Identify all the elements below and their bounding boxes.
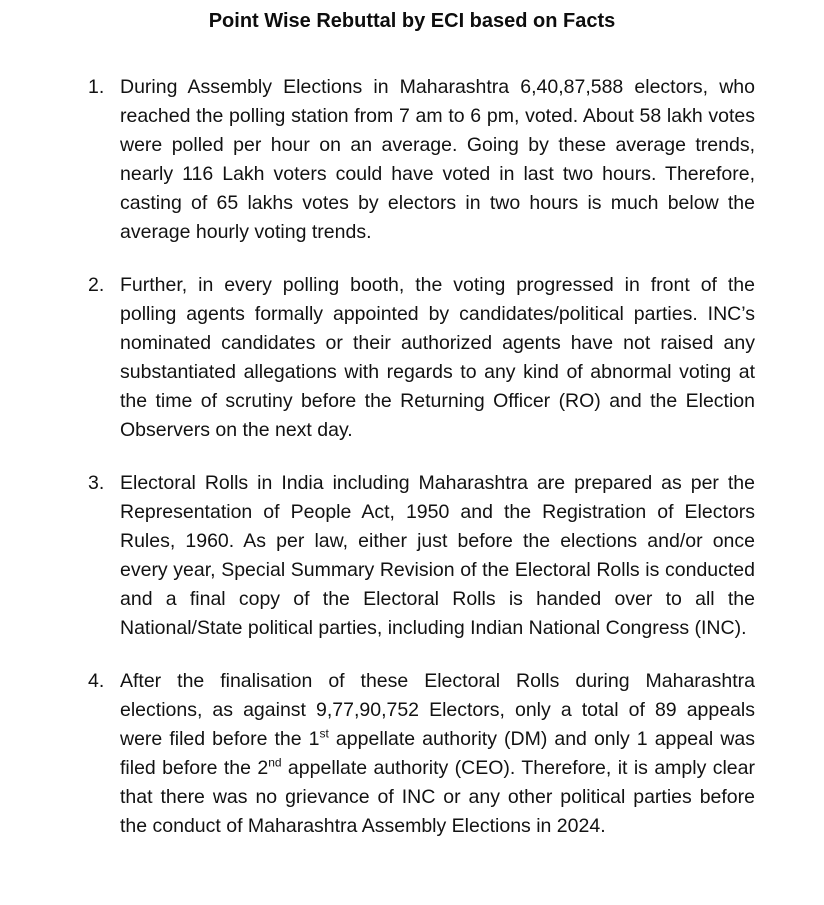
item-number: 4. <box>88 670 105 692</box>
list-item-1 <box>88 73 755 247</box>
item-text-segment: appellate authority (DM) and only 1 appeal was filed before the 2 <box>120 728 755 779</box>
item-text-segment: appellate authority (CEO). Therefore, it is amply clear that there was no grievance of INC or any other political parties before the conduct of Maharashtra Assembly Elections in 2024. <box>120 757 755 837</box>
points-list <box>0 73 824 841</box>
list-item-3 <box>88 469 755 643</box>
item-text: Electoral Rolls in India including Maharashtra are prepared as per the Representation of People Act, 1950 and the Registration of Electors Rules, 1960. As per law, either just before the elections and/or once every year, Special Summary Revision of the Electoral Rolls is conducted and a final copy of the Electoral Rolls is handed over to all the National/State political parties, including Indian National Congress (INC). <box>120 472 755 639</box>
item-text: During Assembly Elections in Maharashtra 6,40,87,588 electors, who reached the polling station from 7 am to 6 pm, voted. About 58 lakh votes were polled per hour on an average. Going by these average trends, nearly 116 Lakh voters could have voted in last two hours. Therefore, casting of 65 lakhs votes by electors in two hours is much below the average hourly voting trends. <box>120 76 755 243</box>
document-title: Point Wise Rebuttal by ECI based on Facts <box>208 10 616 32</box>
list-item-2 <box>88 271 755 445</box>
ordinal-superscript: nd <box>268 755 282 770</box>
item-number: 3. <box>88 472 105 494</box>
item-number: 1. <box>88 76 105 98</box>
item-text: Further, in every polling booth, the voting progressed in front of the polling agents formally appointed by candidates/political parties. INC’s nominated candidates or their authorized agents have not raised any substantiated allegations with regards to any kind of abnormal voting at the time of scrutiny before the Returning Officer (RO) and the Election Observers on the next day. <box>120 274 755 441</box>
list-item-4 <box>88 667 755 841</box>
item-text-segment: After the finalisation of these Electoral Rolls during Maharashtra elections, as against 9,77,90,752 Electors, only a total of 89 appeals were filed before the 1 <box>120 670 755 750</box>
item-text <box>120 667 755 841</box>
item-number: 2. <box>88 274 105 296</box>
ordinal-superscript: st <box>319 726 329 741</box>
